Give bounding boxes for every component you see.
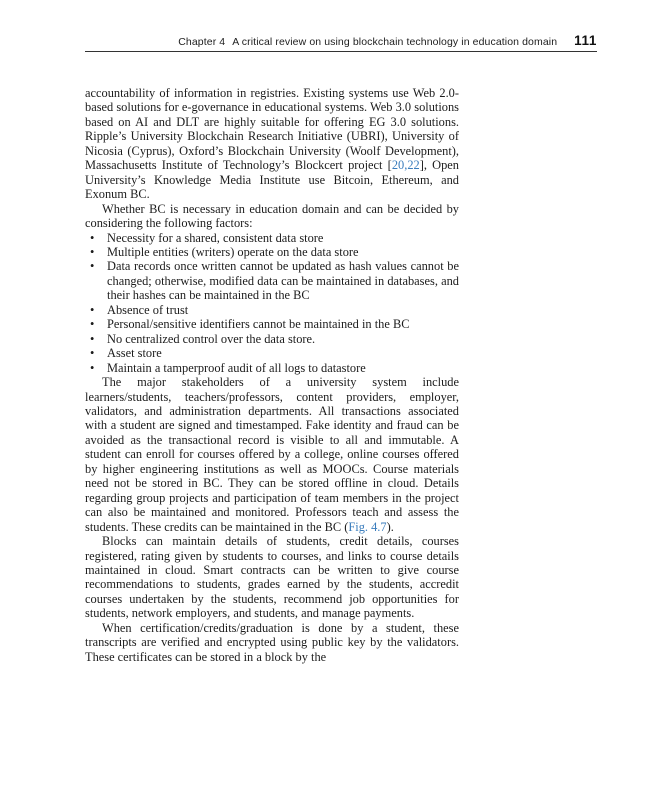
paragraph-2: Whether BC is necessary in education domain and can be decided by considering the following factors: — [85, 201, 459, 231]
bullet-item — [85, 332, 459, 346]
factors-bullet-list — [85, 231, 459, 376]
bullet-item-text: Data records once written cannot be updated as hash values cannot be changed; otherwise, modified data can be maintained in databases, and their hashes can be maintained in the BC — [107, 259, 459, 303]
bullet-marker: • — [90, 244, 95, 259]
paragraph-3-text: The major stakeholders of a university system include learners/students, teachers/professors, content providers, employer, validators, and administration departments. All transactions associated with a student are signed and timestamped. Fake identity and fraud can be avoided as the transactional record is visible to all and immutable. A student can enroll for courses offered by a college, online courses offered by higher engineering institutions as well as MOOCs. Course materials need not be stored in BC. They can be stored offline in cloud. Details regarding group projects and participation of team members in the project can also be maintained and monitored. Professors teach and assess the students. These credits can be maintained in the BC ( — [85, 375, 459, 534]
bullet-marker: • — [90, 360, 95, 375]
paragraph-3-text-end: ). — [386, 519, 394, 534]
bullet-item — [85, 245, 459, 259]
citation-link-22[interactable]: 22 — [407, 158, 420, 173]
page-number: 111 — [574, 33, 597, 48]
bullet-item — [85, 303, 459, 317]
paragraph-4: Blocks can maintain details of students, credit details, courses registered, rating given by students to courses, and links to course details maintained in cloud. Smart contracts can be written to give course recommendations to students, grades earned by the students, accredit courses undertaken by the students, recommend job opportunities for students, network employers, and students, and manage payments. — [85, 534, 459, 621]
bullet-item-text: Necessity for a shared, consistent data store — [107, 230, 324, 245]
bullet-item — [85, 317, 459, 331]
bullet-item — [85, 231, 459, 245]
bullet-marker: • — [90, 317, 95, 332]
bullet-marker: • — [90, 259, 95, 274]
bullet-item-text: No centralized control over the data store. — [107, 331, 316, 346]
citation-link-20[interactable]: 20 — [391, 158, 405, 173]
chapter-label: Chapter 4 — [178, 36, 226, 48]
bullet-item — [85, 346, 459, 360]
bullet-item-text: Multiple entities (writers) operate on the data store — [107, 244, 359, 259]
body-text-column — [85, 86, 459, 664]
bullet-item — [85, 259, 459, 302]
bullet-item-text: Asset store — [107, 346, 162, 361]
bullet-marker: • — [90, 346, 95, 361]
bullet-marker: • — [90, 302, 95, 317]
bullet-item-text: Maintain a tamperproof audit of all logs to datastore — [107, 360, 366, 375]
paragraph-1-text: accountability of information in registries. Existing systems use Web 2.0-based solutions for e-governance in educational systems. Web 3.0 solutions based on AI and DLT are highly suitable for offering EG 3.0 solutions. Ripple’s University Blockchain Research Initiative (UBRI), University of Nicosia (Cyprus), Oxford’s Blockchain University (Woolf Development), Massachusetts Institute of Technology’s Blockcert project [ — [85, 86, 459, 173]
citation-separator: , — [404, 158, 408, 173]
bullet-marker: • — [90, 230, 95, 245]
page-header — [85, 33, 597, 52]
chapter-title: A critical review on using blockchain technology in education domain — [232, 36, 558, 48]
bullet-marker: • — [90, 331, 95, 346]
paragraph-3 — [85, 375, 459, 534]
paragraph-1 — [85, 86, 459, 202]
paragraph-5: When certification/credits/graduation is done by a student, these transcripts are verified and encrypted using public key by the validators. These certificates can be stored in a block by the — [85, 620, 459, 664]
bullet-item-text: Personal/sensitive identifiers cannot be maintained in the BC — [107, 317, 410, 332]
bullet-item — [85, 361, 459, 375]
running-head — [85, 33, 597, 48]
figure-ref-link[interactable]: Fig. 4.7 — [348, 519, 387, 534]
bullet-item-text: Absence of trust — [107, 302, 189, 317]
paragraph-1-text-end: ], Open University’s Knowledge Media Institute use Bitcoin, Ethereum, and Exonum BC. — [85, 158, 459, 202]
header-rule — [85, 51, 597, 52]
